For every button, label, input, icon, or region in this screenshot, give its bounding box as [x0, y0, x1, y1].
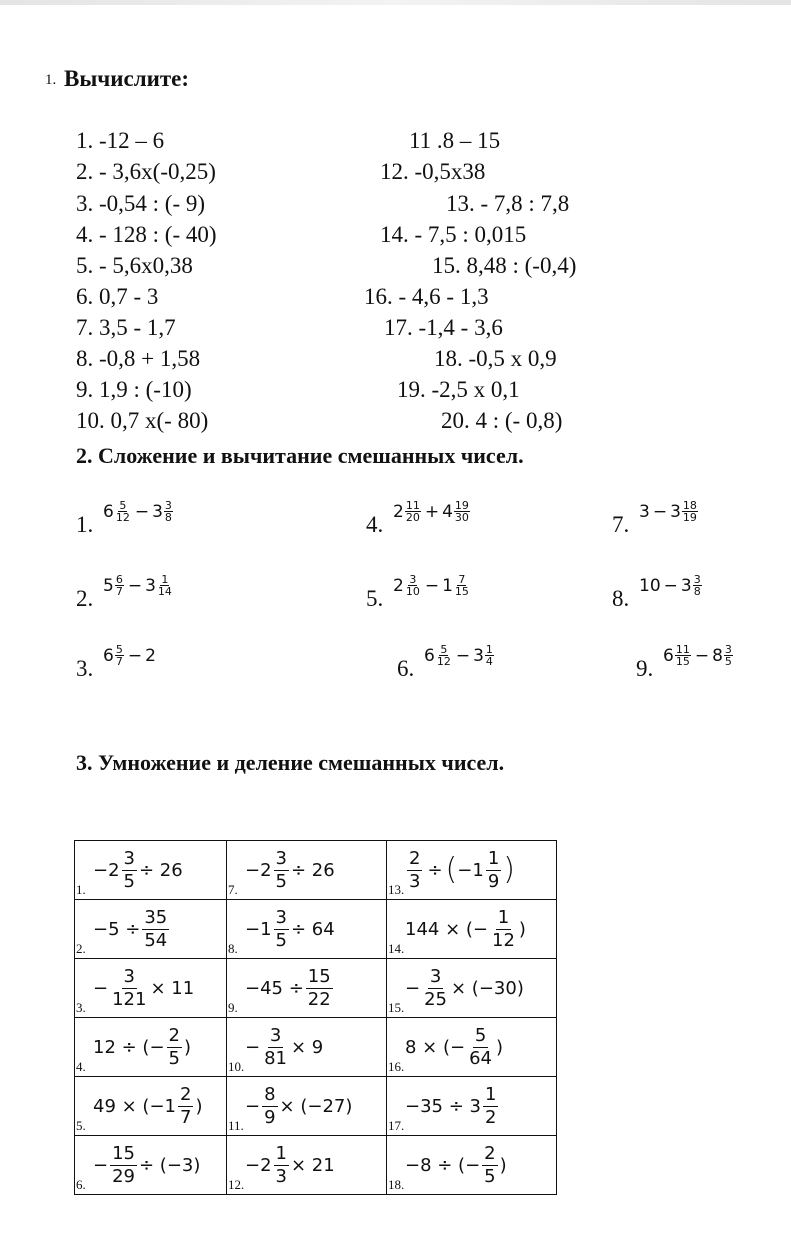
expression-prefix: −45 ÷ [245, 977, 304, 999]
whole-part: 8 [712, 645, 723, 666]
denominator: 54 [144, 929, 168, 951]
cell-number: 8. [228, 941, 238, 956]
denominator: 5 [724, 655, 732, 668]
fraction [122, 848, 137, 893]
numerator: 5 [119, 499, 127, 512]
denominator: 7 [180, 1106, 192, 1128]
numerator: 2 [409, 847, 421, 869]
task2-expression [424, 644, 495, 667]
fraction [724, 644, 733, 667]
whole-part: 4 [442, 501, 453, 522]
fraction [115, 574, 124, 597]
denominator: 30 [454, 511, 469, 524]
numerator: 3 [275, 847, 287, 869]
numerator: 5 [115, 643, 123, 656]
exercise-9: 9. 1,9 : (-10) [76, 377, 192, 402]
cell-expression [387, 960, 556, 1017]
cell-expression [387, 901, 556, 958]
numerator: 2 [168, 1024, 180, 1046]
whole-part: 3 [145, 575, 156, 596]
denominator: 12 [115, 511, 130, 524]
fraction [115, 500, 131, 523]
cell-expression [227, 1078, 386, 1135]
numerator: 19 [454, 499, 469, 512]
fraction [467, 1025, 494, 1070]
expression-prefix: 49 × (−1 [93, 1095, 176, 1117]
expression-suffix: ) [499, 1154, 507, 1176]
numerator: 5 [474, 1024, 487, 1046]
task2-item-number: 6. [397, 656, 415, 681]
task2-expression [103, 500, 174, 523]
fraction [110, 966, 148, 1011]
denominator: 8 [164, 511, 172, 524]
table-cell [227, 959, 387, 1018]
numerator: 3 [123, 965, 135, 987]
expression-prefix: − [245, 1095, 261, 1117]
fraction [486, 848, 501, 893]
task2-expression [639, 574, 703, 597]
exercise-20: 20. 4 : (- 0,8) [441, 408, 563, 433]
exercise-8: 8. -0,8 + 1,58 [76, 346, 201, 371]
numerator: 1 [487, 847, 500, 869]
denominator: 81 [264, 1047, 287, 1069]
table-cell [75, 1018, 227, 1077]
denominator: 19 [682, 511, 697, 524]
cell-number: 12. [228, 1177, 245, 1192]
numerator: 11 [405, 499, 420, 512]
cell-expression [387, 842, 556, 899]
cell-number: 5. [76, 1118, 86, 1133]
expression-prefix: 144 × (− [405, 918, 488, 940]
cell-number: 14. [388, 941, 405, 956]
task2-item-number: 3. [76, 656, 94, 681]
denominator: 4 [485, 655, 493, 668]
whole-part: 5 [103, 575, 114, 596]
denominator: 5 [123, 870, 135, 892]
task1-number: 1. [45, 72, 57, 88]
expression-prefix: −1 [245, 918, 272, 940]
table-cell [75, 841, 227, 900]
left-paren: ( [445, 852, 458, 887]
numerator: 2 [484, 1142, 496, 1164]
numerator: 3 [693, 573, 701, 586]
numerator: 1 [485, 643, 493, 656]
table-cell [227, 1018, 387, 1077]
expression-prefix: − [93, 1154, 109, 1176]
table-cell [387, 841, 557, 900]
operator: − [424, 575, 440, 596]
task2-item-number: 1. [76, 512, 94, 537]
numerator: 35 [144, 906, 168, 928]
cell-number: 4. [76, 1059, 86, 1074]
operator: − [127, 645, 143, 666]
denominator: 9 [487, 870, 500, 892]
numerator: 8 [264, 1083, 276, 1105]
expression-suffix: ÷ 26 [139, 859, 183, 881]
denominator: 12 [492, 929, 515, 951]
task2-expression [103, 644, 156, 667]
fraction [110, 1143, 137, 1188]
fraction [490, 907, 517, 952]
exercise-15: 15. 8,48 : (-0,4) [432, 253, 577, 278]
numerator: 11 [675, 643, 690, 656]
table-cell [75, 900, 227, 959]
table-cell [75, 1077, 227, 1136]
numerator: 5 [440, 643, 448, 656]
cell-expression [227, 1019, 386, 1076]
fraction [675, 644, 691, 667]
exercise-3: 3. -0,54 : (- 9) [76, 191, 206, 216]
expression-suffix: ÷ 64 [291, 918, 335, 940]
cell-number: 16. [388, 1059, 405, 1074]
fraction [274, 848, 289, 893]
fraction [407, 848, 422, 893]
whole-part: 6 [424, 645, 435, 666]
task2-item-number: 8. [612, 586, 630, 611]
numerator: 1 [161, 573, 169, 586]
task2-expression [663, 644, 734, 667]
fraction [115, 644, 124, 667]
exercise-7: 7. 3,5 - 1,7 [76, 315, 176, 340]
denominator: 5 [275, 929, 287, 951]
denominator: 5 [484, 1165, 496, 1187]
denominator: 22 [307, 988, 331, 1010]
whole-part: 10 [639, 575, 661, 596]
exercise-18: 18. -0,5 х 0,9 [434, 346, 557, 371]
denominator: 64 [469, 1047, 492, 1069]
denominator: 7 [115, 585, 123, 598]
operator: ÷ [427, 859, 443, 881]
table-cell [227, 1077, 387, 1136]
task1-title: Вычислите: [64, 66, 190, 91]
numerator: 3 [429, 965, 442, 987]
cell-number: 2. [76, 941, 86, 956]
whole-part: 3 [670, 501, 681, 522]
task2-item-number: 4. [366, 512, 384, 537]
fraction [405, 574, 421, 597]
numerator: 7 [458, 573, 466, 586]
exercise-19: 19. -2,5 х 0,1 [397, 377, 520, 402]
denominator: 5 [168, 1047, 180, 1069]
whole-part: 3 [152, 501, 163, 522]
table-row [75, 959, 557, 1018]
denominator: 7 [115, 655, 123, 668]
cell-expression [75, 1019, 226, 1076]
whole-part: 6 [663, 645, 674, 666]
operator: − [663, 575, 678, 596]
expression-prefix: 8 × (− [405, 1036, 466, 1058]
expression-suffix: ) [184, 1036, 192, 1058]
denominator: 9 [264, 1106, 276, 1128]
exercise-4: 4. - 128 : (- 40) [76, 222, 217, 247]
whole-part: 2 [393, 501, 404, 522]
task2-item-number: 9. [636, 656, 654, 681]
numerator: 1 [484, 1083, 497, 1105]
cell-expression [227, 1137, 386, 1194]
whole-part: −1 [457, 859, 484, 881]
expression-suffix: × (−30) [451, 977, 524, 999]
fraction [422, 966, 449, 1011]
denominator: 3 [409, 870, 421, 892]
task2-item-number: 7. [612, 512, 630, 537]
expression-prefix: − [245, 1036, 261, 1058]
task3-title: 3. Умножение и деление смешанных чисел. [76, 750, 505, 775]
exercise-13: 13. - 7,8 : 7,8 [446, 191, 570, 216]
cell-expression [75, 842, 226, 899]
cell-expression [387, 1137, 556, 1194]
table-cell [387, 1077, 557, 1136]
task2-expression [393, 574, 471, 597]
denominator: 2 [484, 1106, 497, 1128]
numerator: 3 [123, 847, 135, 869]
expression-prefix: − [405, 977, 421, 999]
denominator: 3 [275, 1165, 287, 1187]
expression-suffix: × 9 [291, 1036, 324, 1058]
table-row [75, 1136, 557, 1195]
expression-suffix: × (−27) [279, 1095, 353, 1117]
fraction [693, 574, 702, 597]
table-cell [387, 900, 557, 959]
expression-prefix: −5 ÷ [93, 918, 141, 940]
whole-part: 6 [103, 645, 114, 666]
table-row [75, 900, 557, 959]
numerator: 3 [164, 499, 172, 512]
expression-suffix: ) [496, 1036, 504, 1058]
fraction [262, 1084, 277, 1129]
denominator: 5 [275, 870, 287, 892]
cell-expression [75, 1137, 226, 1194]
expression-prefix: −2 [93, 859, 120, 881]
numerator: 3 [269, 1024, 282, 1046]
exercise-11: 11 .8 – 15 [409, 128, 501, 153]
fraction [436, 644, 452, 667]
fraction [482, 1143, 497, 1188]
table-cell [227, 841, 387, 900]
cell-number: 7. [228, 882, 238, 897]
operator: − [694, 645, 710, 666]
exercise-6: 6. 0,7 - 3 [76, 284, 159, 309]
table-cell [387, 1018, 557, 1077]
fraction [178, 1084, 193, 1129]
task2-item-number: 2. [76, 586, 94, 611]
denominator: 25 [424, 988, 447, 1010]
operator: + [424, 501, 440, 522]
numerator: 1 [497, 906, 510, 928]
exercise-16: 16. - 4,6 - 1,3 [364, 284, 489, 309]
whole-part: 3 [639, 501, 650, 522]
table-row [75, 1077, 557, 1136]
table-row [75, 841, 557, 900]
expression-suffix: × 21 [291, 1154, 335, 1176]
cell-expression [387, 1078, 556, 1135]
fraction [405, 500, 421, 523]
task2-expression [103, 574, 174, 597]
cell-number: 9. [228, 1000, 238, 1015]
fraction [164, 500, 173, 523]
cell-expression [227, 960, 386, 1017]
expression-suffix: ) [518, 918, 526, 940]
expression-prefix: −2 [245, 859, 272, 881]
expression-prefix: 12 ÷ (− [93, 1036, 165, 1058]
multiplication-division-table [74, 840, 557, 1195]
right-paren: ) [503, 852, 515, 887]
exercise-2: 2. - 3,6х(-0,25) [76, 159, 216, 184]
cell-expression [227, 901, 386, 958]
cell-number: 1. [76, 882, 86, 897]
numerator: 3 [409, 573, 417, 586]
cell-expression [227, 842, 386, 899]
table-cell [387, 1136, 557, 1195]
cell-number: 6. [76, 1177, 86, 1192]
cell-number: 10. [228, 1059, 245, 1074]
exercise-14: 14. - 7,5 : 0,015 [380, 222, 527, 247]
denominator: 15 [675, 655, 690, 668]
exercise-5: 5. - 5,6х0,38 [76, 253, 193, 278]
numerator: 2 [180, 1083, 192, 1105]
denominator: 121 [112, 988, 147, 1010]
expression-suffix: ÷ (−3) [139, 1154, 201, 1176]
task2-expression [393, 500, 471, 523]
table-cell [75, 1136, 227, 1195]
exercise-1: 1. -12 – 6 [76, 128, 165, 153]
fraction [274, 1143, 289, 1188]
cell-number: 18. [388, 1177, 405, 1192]
cell-number: 17. [388, 1118, 405, 1133]
expression-prefix: −8 ÷ (− [405, 1154, 481, 1176]
fraction [483, 1084, 498, 1129]
cell-expression [387, 1019, 556, 1076]
fraction [157, 574, 173, 597]
fraction [167, 1025, 182, 1070]
expression-suffix: ÷ 26 [291, 859, 335, 881]
numerator: 6 [115, 573, 123, 586]
cell-number: 13. [388, 882, 405, 897]
whole-part: 3 [680, 575, 692, 596]
cell-number: 11. [228, 1118, 244, 1133]
whole-part: 2 [393, 575, 404, 596]
expression-prefix: − [93, 977, 109, 999]
numerator: 18 [682, 499, 697, 512]
expression-prefix: −35 ÷ 3 [405, 1095, 481, 1117]
expression-suffix: × 11 [150, 977, 195, 999]
expression-prefix: −2 [245, 1154, 272, 1176]
table-cell [387, 959, 557, 1018]
fraction [485, 644, 494, 667]
whole-part: 6 [103, 501, 114, 522]
fraction [274, 907, 289, 952]
numerator: 15 [112, 1142, 135, 1164]
numerator: 1 [275, 1142, 287, 1164]
whole-part: 2 [145, 645, 156, 666]
fraction [454, 574, 470, 597]
numerator: 15 [307, 965, 331, 987]
fraction [262, 1025, 289, 1070]
operator: − [652, 501, 668, 522]
whole-part: 1 [442, 575, 453, 596]
cell-expression [75, 960, 226, 1017]
numerator: 3 [275, 906, 287, 928]
denominator: 8 [693, 585, 701, 598]
fraction [306, 966, 333, 1011]
top-border-strip [0, 0, 791, 5]
numerator: 3 [724, 643, 732, 656]
denominator: 20 [405, 511, 420, 524]
denominator: 15 [454, 585, 469, 598]
fraction [142, 907, 169, 952]
exercise-10: 10. 0,7 х(- 80) [76, 408, 209, 433]
cell-expression [75, 901, 226, 958]
exercise-17: 17. -1,4 - 3,6 [384, 315, 503, 340]
whole-part: 3 [473, 645, 484, 666]
cell-number: 15. [388, 1000, 405, 1015]
denominator: 29 [112, 1165, 135, 1187]
operator: − [134, 501, 150, 522]
expression-suffix: ) [195, 1095, 203, 1117]
table-cell [227, 900, 387, 959]
operator: − [455, 645, 471, 666]
table-cell [75, 959, 227, 1018]
exercise-12: 12. -0,5х38 [380, 159, 486, 184]
cell-number: 3. [76, 1000, 86, 1015]
task2-title: 2. Сложение и вычитание смешанных чисел. [76, 443, 524, 468]
fraction [682, 500, 698, 523]
denominator: 14 [157, 585, 172, 598]
denominator: 10 [405, 585, 420, 598]
denominator: 12 [436, 655, 451, 668]
task2-expression [639, 500, 699, 523]
fraction [454, 500, 470, 523]
cell-expression [75, 1078, 226, 1135]
task2-item-number: 5. [366, 586, 384, 611]
table-cell [227, 1136, 387, 1195]
operator: − [127, 575, 143, 596]
table-row [75, 1018, 557, 1077]
